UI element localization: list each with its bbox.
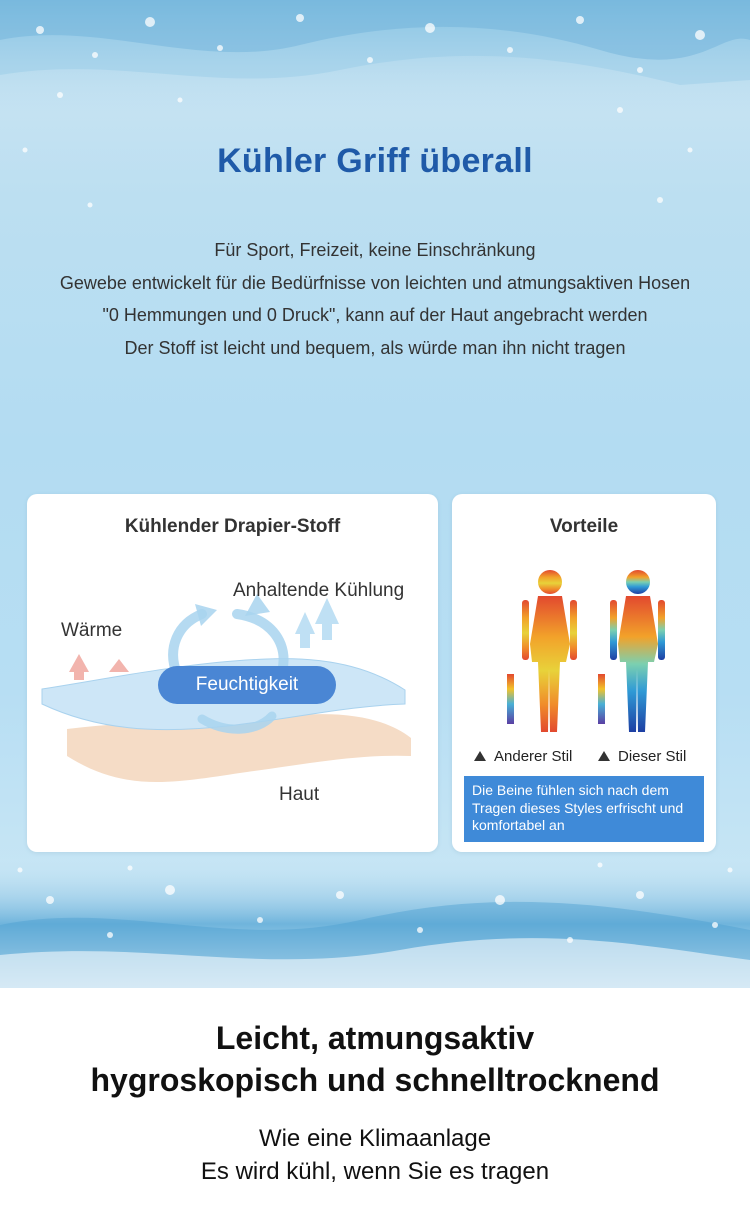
fabric-diagram-card xyxy=(27,494,438,852)
moisture-pill: Feuchtigkeit xyxy=(158,666,336,704)
hero-line: Für Sport, Freizeit, keine Einschränkung xyxy=(214,240,536,260)
temperature-scale xyxy=(598,674,605,724)
hero-line: "0 Hemmungen und 0 Druck", kann auf der Haut angebracht werden xyxy=(102,305,648,325)
advantages-card-title: Vorteile xyxy=(549,516,619,537)
cooling-label: Anhaltende Kühlung xyxy=(233,580,405,601)
triangle-icon xyxy=(598,751,610,761)
advantages-note: Die Beine fühlen sich nach dem Tragen dieses Styles erfrischt und komfortabel an xyxy=(464,776,704,842)
headline-line-2: hygroskopisch und schnelltrocknend xyxy=(90,1062,660,1098)
skin-label: Haut xyxy=(279,784,320,805)
legend-this-style xyxy=(598,748,686,765)
legend-other-style xyxy=(474,748,572,765)
advantages-card xyxy=(452,494,716,852)
fabric-card-title: Kühlender Drapier-Stoff xyxy=(124,516,341,537)
hero-line: Der Stoff ist leicht und bequem, als würde man ihn nicht tragen xyxy=(124,337,626,358)
arrow-head-icon xyxy=(195,604,217,626)
headline-line-1: Leicht, atmungsaktiv xyxy=(215,1020,535,1056)
triangle-icon xyxy=(474,751,486,761)
thermal-body-comparison xyxy=(452,494,716,744)
legend-this-label: Dieser Stil xyxy=(618,748,687,765)
cooling-arrows-icon xyxy=(295,598,339,648)
temperature-scale xyxy=(507,674,514,724)
body-other-style xyxy=(522,570,577,732)
subline-2: Es wird kühl, wenn Sie es tragen xyxy=(200,1158,550,1185)
subline-1: Wie eine Klimaanlage xyxy=(258,1125,492,1152)
legend-other-label: Anderer Stil xyxy=(494,748,573,765)
hero-description xyxy=(0,234,750,364)
heat-label: Wärme xyxy=(61,620,123,641)
body-this-style xyxy=(610,570,665,732)
page-title: Kühler Griff überall xyxy=(217,142,533,180)
hero-line: Gewebe entwickelt für die Bedürfnisse von leichten und atmungsaktiven Hosen xyxy=(59,272,691,293)
